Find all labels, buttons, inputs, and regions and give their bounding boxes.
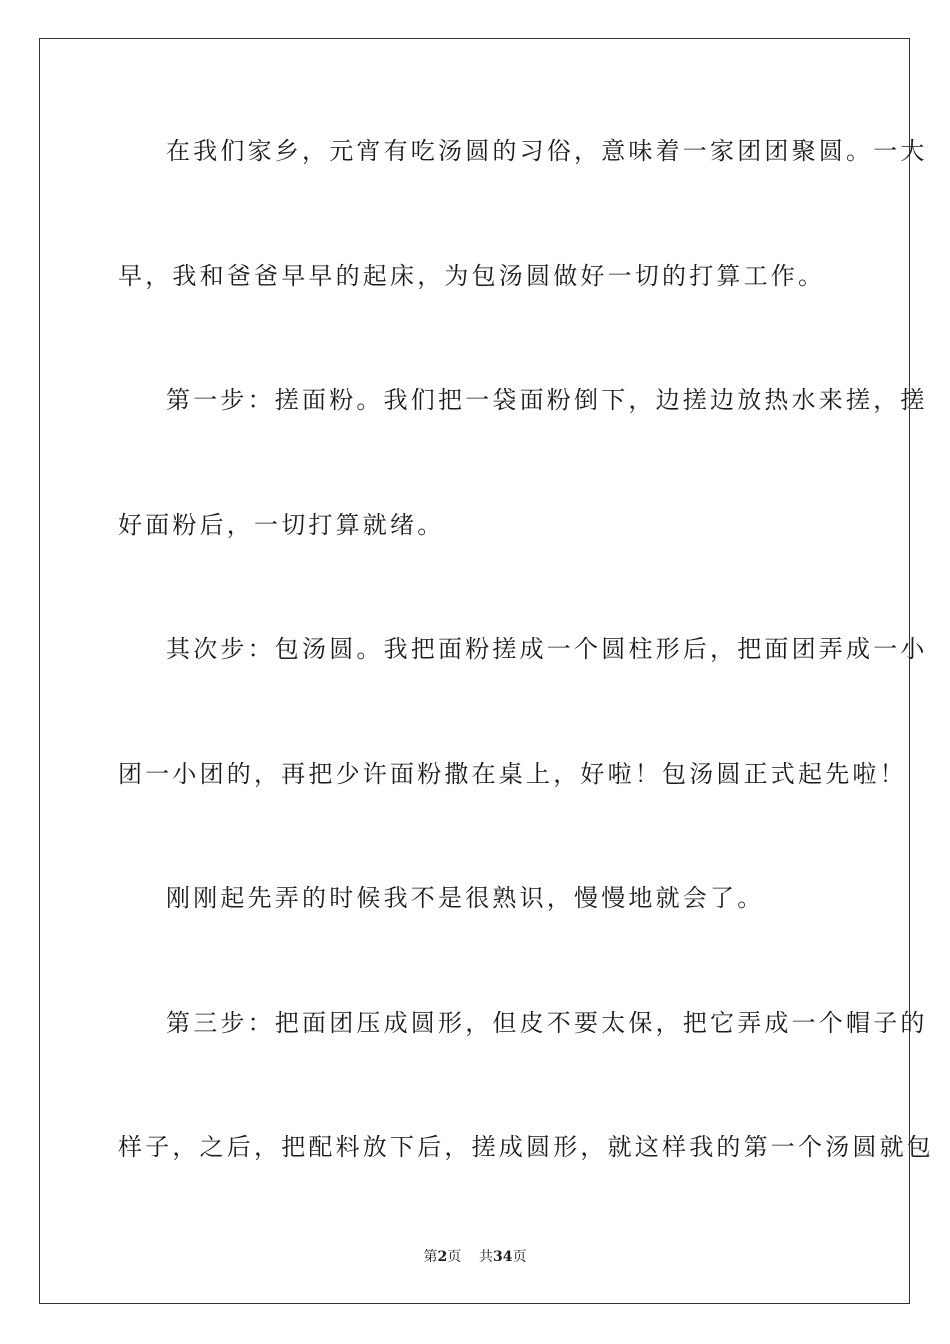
paragraph-line: 第三步：把面团压成圆形，但皮不要太保，把它弄成一个帽子的	[166, 1009, 928, 1037]
page-border	[39, 38, 934, 1304]
paragraph-line: 样子，之后，把配料放下后，搓成圆形，就这样我的第一个汤圆就包	[118, 1133, 934, 1161]
total-pages: 34	[493, 1249, 513, 1265]
page-number: 2	[437, 1249, 448, 1265]
paragraph-line: 其次步：包汤圆。我把面粉搓成一个圆柱形后，把面团弄成一小	[166, 635, 928, 663]
page-prefix: 第	[423, 1249, 438, 1265]
paragraph-line: 早，我和爸爸早早的起床，为包汤圆做好一切的打算工作。	[118, 262, 826, 290]
paragraph-line: 团一小团的，再把少许面粉撒在桌上，好啦！包汤圆正式起先啦！	[118, 760, 907, 788]
total-prefix: 共	[479, 1249, 494, 1265]
paragraph-line: 在我们家乡，元宵有吃汤圆的习俗，意味着一家团团聚圆。一大	[166, 137, 928, 165]
paragraph-line: 刚刚起先弄的时候我不是很熟识，慢慢地就会了。	[166, 884, 765, 912]
page-suffix: 页	[447, 1249, 462, 1265]
paragraph-line: 好面粉后，一切打算就绪。	[118, 511, 445, 539]
paragraph-line: 第一步：搓面粉。我们把一袋面粉倒下，边搓边放热水来搓，搓	[166, 386, 928, 414]
page-footer	[0, 1246, 950, 1266]
total-suffix: 页	[512, 1249, 527, 1265]
